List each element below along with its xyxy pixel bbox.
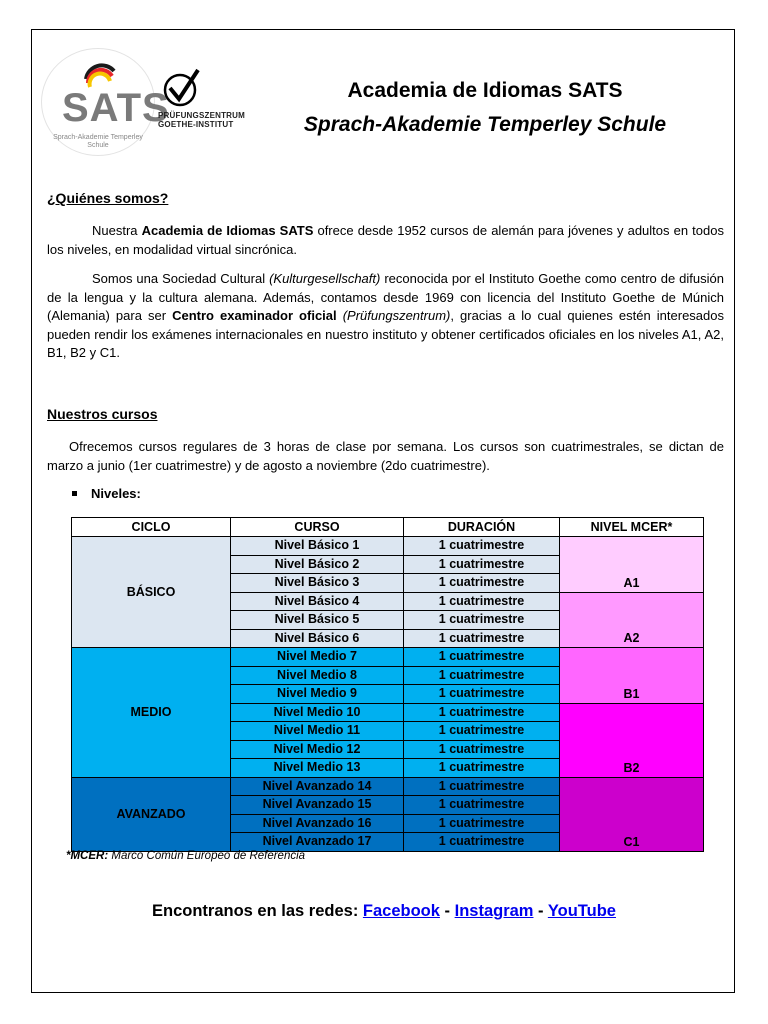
mcer-footnote-label: *MCER:: [66, 850, 109, 862]
course-cell: Nivel Medio 11: [231, 722, 404, 741]
checkmark-icon: [160, 66, 220, 110]
duration-cell: 1 cuatrimestre: [404, 555, 560, 574]
header-nivel: NIVEL MCER*: [560, 518, 704, 537]
duration-cell: 1 cuatrimestre: [404, 666, 560, 685]
p2-italic-2: (Prüfungszentrum): [342, 308, 451, 323]
course-cell: Nivel Medio 8: [231, 666, 404, 685]
header-ciclo: CICLO: [72, 518, 231, 537]
duration-cell: 1 cuatrimestre: [404, 611, 560, 630]
duration-cell: 1 cuatrimestre: [404, 574, 560, 593]
course-cell: Nivel Básico 3: [231, 574, 404, 593]
goethe-logo: [156, 66, 248, 136]
course-cell: Nivel Medio 10: [231, 703, 404, 722]
course-cell: Nivel Avanzado 14: [231, 777, 404, 796]
p1-text: Nuestra: [92, 223, 142, 238]
level-a2: A2: [560, 592, 704, 648]
duration-cell: 1 cuatrimestre: [404, 740, 560, 759]
courses-heading: Nuestros cursos: [47, 406, 158, 422]
p2-text-g: , gracias a lo cual quienes estén interesados pueden rendir los exámenes internacionales en nuestro instituto y obtener certificados oficiales en los niveles A1, A2, B1, B2 y C1.: [47, 308, 724, 360]
duration-cell: 1 cuatrimestre: [404, 722, 560, 741]
table-header-row: [72, 518, 704, 537]
sats-logo-subtext: Sprach-Akademie Temperley Schule: [53, 134, 143, 149]
bullet-square-icon: [72, 491, 77, 496]
table-row: [72, 777, 704, 796]
social-label: Encontranos en las redes:: [152, 902, 363, 920]
levels-bullet-label: Niveles:: [91, 486, 141, 501]
mcer-footnote-text: Marco Común Europeo de Referencia: [108, 850, 306, 862]
social-links: [0, 902, 768, 921]
duration-cell: 1 cuatrimestre: [404, 759, 560, 778]
course-cell: Nivel Básico 2: [231, 555, 404, 574]
duration-cell: 1 cuatrimestre: [404, 685, 560, 704]
instagram-link[interactable]: Instagram: [454, 902, 534, 920]
level-b2: B2: [560, 703, 704, 777]
course-cell: Nivel Básico 5: [231, 611, 404, 630]
duration-cell: 1 cuatrimestre: [404, 629, 560, 648]
level-c1: C1: [560, 777, 704, 851]
goethe-logo-text: PRÜFUNGSZENTRUM GOETHE-INSTITUT: [158, 111, 245, 129]
p1-bold: Academia de Idiomas SATS: [141, 223, 314, 238]
social-separator: -: [439, 902, 455, 920]
facebook-link[interactable]: Facebook: [362, 902, 440, 920]
p1-text-end: ofrece desde 1952 cursos de alemán para jóvenes y adultos en todos los niveles, en modalidad virtual sincrónica.: [47, 223, 724, 257]
duration-cell: 1 cuatrimestre: [404, 592, 560, 611]
header-duracion: DURACIÓN: [404, 518, 560, 537]
duration-cell: 1 cuatrimestre: [404, 814, 560, 833]
level-b1: B1: [560, 648, 704, 704]
course-cell: Nivel Básico 1: [231, 537, 404, 556]
duration-cell: 1 cuatrimestre: [404, 777, 560, 796]
p2-italic-1: (Kulturgesellschaft): [269, 271, 381, 286]
youtube-link[interactable]: YouTube: [547, 902, 616, 920]
course-cell: Nivel Básico 6: [231, 629, 404, 648]
social-separator: -: [533, 902, 548, 920]
about-heading: ¿Quiénes somos?: [47, 190, 169, 206]
about-paragraph-2: [47, 270, 724, 363]
p2-text-a: Somos una Sociedad Cultural: [92, 271, 270, 286]
courses-intro: [47, 438, 724, 475]
duration-cell: 1 cuatrimestre: [404, 703, 560, 722]
levels-bullet: [72, 486, 141, 501]
table-row: [72, 537, 704, 556]
course-cell: Nivel Avanzado 15: [231, 796, 404, 815]
courses-table: [71, 517, 704, 852]
duration-cell: 1 cuatrimestre: [404, 537, 560, 556]
course-cell: Nivel Avanzado 17: [231, 833, 404, 852]
cycle-avanzado: AVANZADO: [72, 777, 231, 851]
page-subtitle: Sprach-Akademie Temperley Schule: [303, 113, 667, 136]
level-a1: A1: [560, 537, 704, 593]
sats-logo-text: SATS: [62, 86, 170, 130]
duration-cell: 1 cuatrimestre: [404, 648, 560, 667]
table-row: [72, 648, 704, 667]
course-cell: Nivel Medio 13: [231, 759, 404, 778]
course-cell: Nivel Medio 12: [231, 740, 404, 759]
course-cell: Nivel Medio 7: [231, 648, 404, 667]
about-paragraph-1: [47, 222, 724, 259]
course-cell: Nivel Medio 9: [231, 685, 404, 704]
cycle-basico: BÁSICO: [72, 537, 231, 648]
mcer-footnote: [66, 850, 305, 862]
cycle-medio: MEDIO: [72, 648, 231, 778]
header-curso: CURSO: [231, 518, 404, 537]
courses-intro-text: Ofrecemos cursos regulares de 3 horas de clase por semana. Los cursos son cuatrimestrales, se dictan de marzo a junio (1er cuatrimestre) y de agosto a noviembre (2do cuatrimestre).: [47, 439, 724, 473]
p2-bold: Centro examinador oficial: [172, 308, 337, 323]
duration-cell: 1 cuatrimestre: [404, 796, 560, 815]
course-cell: Nivel Básico 4: [231, 592, 404, 611]
course-cell: Nivel Avanzado 16: [231, 814, 404, 833]
page-title: Academia de Idiomas SATS: [347, 79, 623, 102]
sats-logo: [41, 48, 170, 156]
p2-text-c: reconocida por el Instituto Goethe como centro de difusión de la lengua y la cultura alemana. Además, contamos desde 1969 con licencia del Instituto Goethe de Múnich (Alemania) para ser: [47, 271, 724, 323]
duration-cell: 1 cuatrimestre: [404, 833, 560, 852]
